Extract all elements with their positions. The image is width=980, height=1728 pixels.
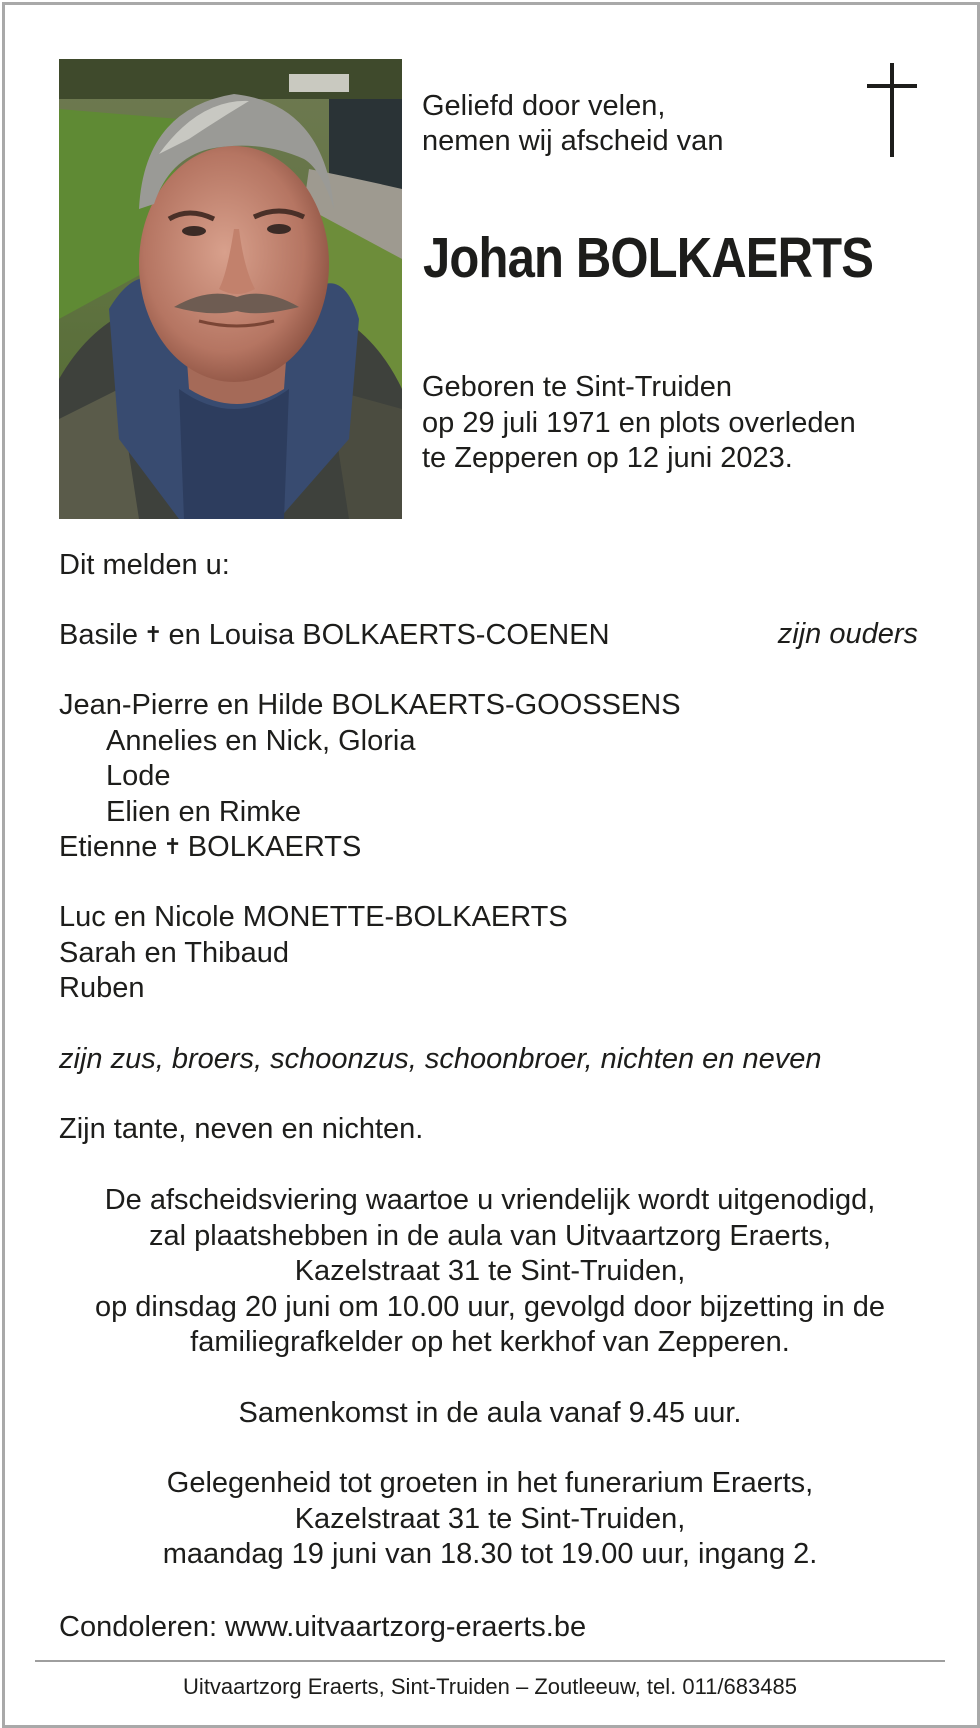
ceremony-line: zal plaatshebben in de aula van Uitvaartzorg Eraerts, — [149, 1219, 831, 1252]
visit-line: Kazelstraat 31 te Sint-Truiden, — [294, 1502, 686, 1535]
gathering-line: Samenkomst in de aula vanaf 9.45 uur. — [238, 1397, 742, 1429]
relations-line: zijn zus, broers, schoonzus, schoonbroer, nichten en neven — [59, 1043, 822, 1075]
ceremony-text — [40, 1183, 940, 1361]
portrait-photo — [59, 59, 402, 519]
brother-first: Etienne — [59, 831, 158, 863]
brother-last: BOLKAERTS — [187, 831, 362, 863]
small-cross-icon: ✝ — [144, 622, 163, 647]
condolences-line: Condoleren: www.uitvaartzorg-eraerts.be — [59, 1611, 587, 1643]
family-block-1 — [59, 688, 681, 867]
birth-death-details — [422, 370, 856, 477]
born-line: Geboren te Sint-Truiden — [422, 371, 733, 403]
parents-line — [59, 618, 610, 655]
born-line: te Zepperen op 12 juni 2023. — [422, 442, 793, 474]
family-line: Ruben — [59, 972, 145, 1004]
cross-icon — [862, 60, 922, 160]
deceased-name: Johan BOLKAERTS — [423, 226, 874, 290]
footer-divider — [35, 1660, 945, 1662]
visit-line: maandag 19 juni van 18.30 tot 19.00 uur, ingang 2. — [162, 1538, 818, 1570]
family-block-2 — [59, 900, 568, 1007]
visit-line: Gelegenheid tot groeten in het funerarium Eraerts, — [166, 1467, 814, 1499]
small-cross-icon: ✝ — [163, 834, 182, 859]
family-head: Jean-Pierre en Hilde BOLKAERTS-GOOSSENS — [59, 689, 681, 721]
ceremony-line: familiegrafkelder op het kerkhof van Zepperen. — [190, 1326, 790, 1358]
intro-line: Geliefd door velen, — [422, 90, 666, 122]
parent-father: Basile — [59, 619, 138, 651]
family-child: Annelies en Nick, Gloria — [106, 724, 416, 757]
ceremony-line: Kazelstraat 31 te Sint-Truiden, — [294, 1255, 686, 1287]
intro-line: nemen wij afscheid van — [422, 125, 724, 157]
aunt-line: Zijn tante, neven en nichten. — [59, 1113, 424, 1145]
intro-text — [422, 89, 723, 159]
family-child: Lode — [106, 760, 171, 792]
family-child: Elien en Rimke — [106, 795, 302, 828]
parent-mother: en Louisa BOLKAERTS-COENEN — [168, 619, 610, 651]
visit-text — [40, 1466, 940, 1573]
parents-relation: zijn ouders — [777, 618, 918, 650]
announce-line: Dit melden u: — [59, 549, 230, 581]
born-line: op 29 juli 1971 en plots overleden — [422, 406, 856, 439]
family-line: Sarah en Thibaud — [59, 936, 290, 969]
ceremony-line: De afscheidsviering waartoe u vriendelijk wordt uitgenodigd, — [104, 1184, 876, 1216]
ceremony-line: op dinsdag 20 juni om 10.00 uur, gevolgd door bijzetting in de — [94, 1290, 885, 1323]
family-line: Luc en Nicole MONETTE-BOLKAERTS — [59, 901, 568, 933]
footer-text: Uitvaartzorg Eraerts, Sint-Truiden – Zoutleeuw, tel. 011/683485 — [183, 1674, 797, 1699]
brother-line — [59, 830, 681, 867]
